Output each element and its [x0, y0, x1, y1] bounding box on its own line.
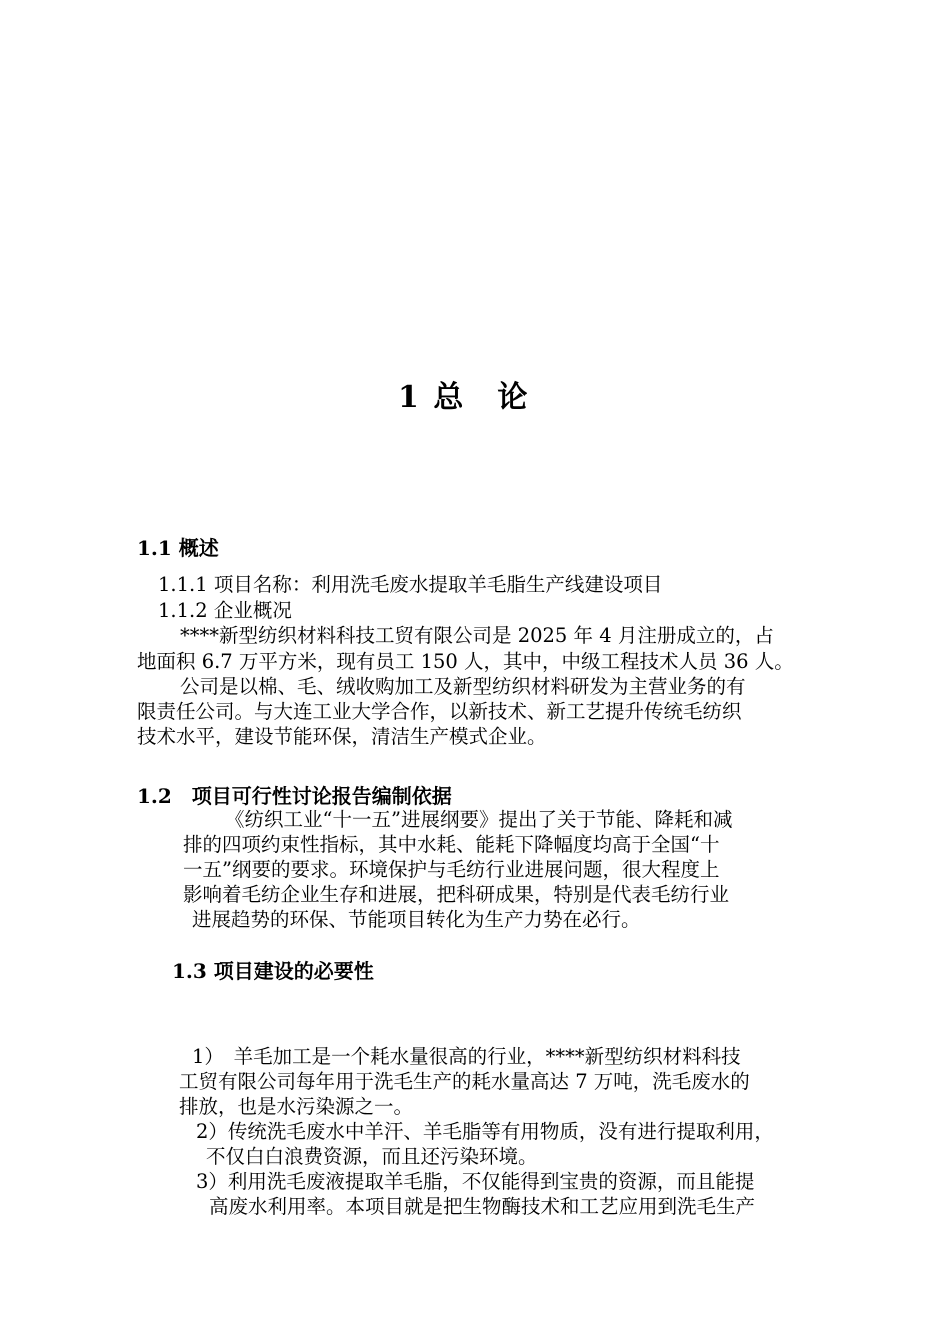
list-item-line: 排放，也是水污染源之一。 [179, 1095, 414, 1118]
paragraph-line: 《纺织工业“十一五”进展纲要》提出了关于节能、降耗和减 [225, 808, 733, 831]
list-item-line: 工贸有限公司每年用于洗毛生产的耗水量高达 7 万吨，洗毛废水的 [179, 1070, 750, 1093]
paragraph-line: 地面积 6.7 万平方米，现有员工 150 人，其中，中级工程技术人员 36 人。 [137, 650, 794, 673]
list-item-line: 1） 羊毛加工是一个耗水量很高的行业，****新型纺织材料科技 [192, 1045, 741, 1068]
item-1-1-2: 1.1.2 企业概况 [158, 599, 292, 622]
list-item-line: 2）传统洗毛废水中羊汗、羊毛脂等有用物质，没有进行提取利用， [196, 1120, 774, 1143]
paragraph-line: 技术水平，建设节能环保，清洁生产模式企业。 [137, 725, 547, 748]
section-1-2-heading: 1.2 项目可行性讨论报告编制依据 [137, 784, 452, 808]
paragraph-line: 影响着毛纺企业生存和进展，把科研成果，特别是代表毛纺行业 [183, 883, 730, 906]
paragraph-line: 限责任公司。与大连工业大学合作，以新技术、新工艺提升传统毛纺织 [137, 700, 742, 723]
list-item-line: 3）利用洗毛废液提取羊毛脂，不仅能得到宝贵的资源，而且能提 [196, 1170, 755, 1193]
paragraph-line: 一五”纲要的要求。环境保护与毛纺行业进展问题，很大程度上 [183, 858, 720, 881]
list-item-line: 高废水利用率。本项目就是把生物酶技术和工艺应用到洗毛生产 [209, 1195, 756, 1218]
chapter-title: 1 总 论 [398, 380, 530, 415]
paragraph-line: 排的四项约束性指标，其中水耗、能耗下降幅度均高于全国“十 [183, 833, 720, 856]
list-item-line: 不仅白白浪费资源，而且还污染环境。 [206, 1145, 538, 1168]
section-1-1-heading: 1.1 概述 [137, 536, 219, 560]
paragraph-line: ****新型纺织材料科技工贸有限公司是 2025 年 4 月注册成立的，占 [180, 624, 774, 647]
section-1-3-heading: 1.3 项目建设的必要性 [172, 959, 374, 983]
item-1-1-1: 1.1.1 项目名称：利用洗毛废水提取羊毛脂生产线建设项目 [158, 573, 663, 596]
paragraph-line: 公司是以棉、毛、绒收购加工及新型纺织材料研发为主营业务的有 [180, 675, 746, 698]
paragraph-line: 进展趋势的环保、节能项目转化为生产力势在必行。 [192, 908, 641, 931]
